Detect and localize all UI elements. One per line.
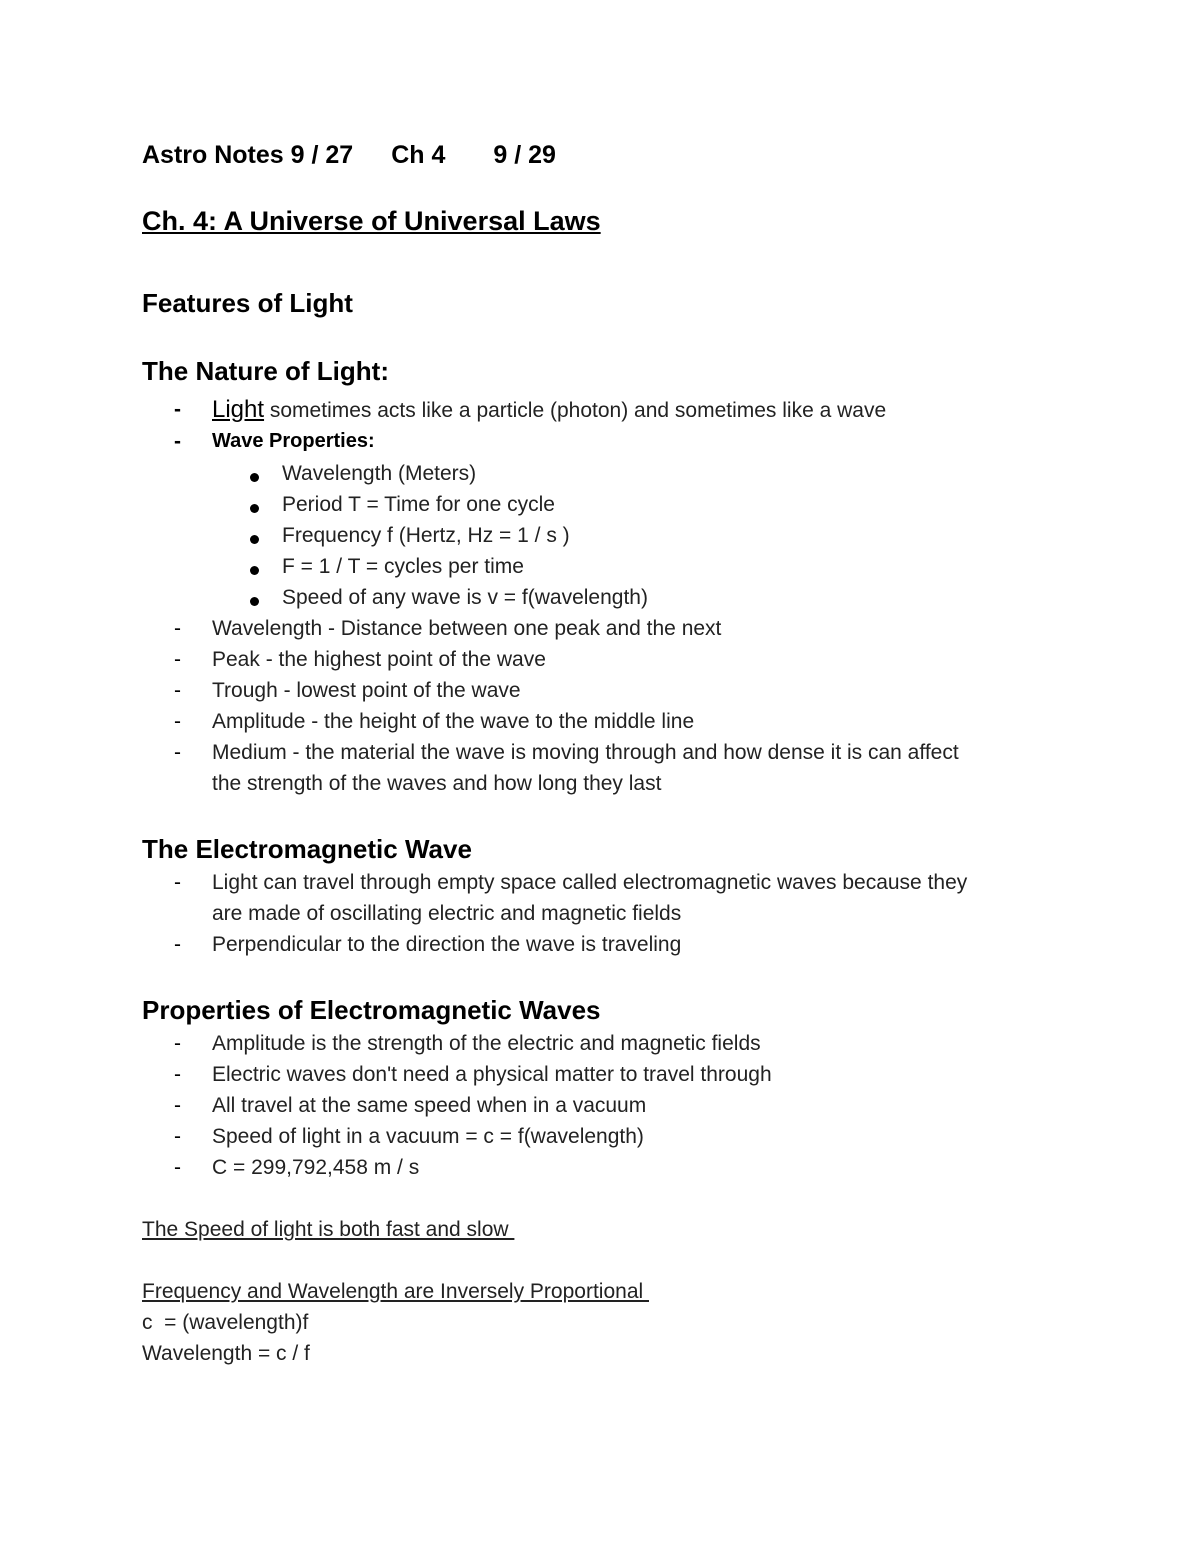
speed-note: The Speed of light is both fast and slow [142, 1218, 515, 1241]
list-item: Amplitude is the strength of the electric and magnetic fields [212, 1032, 761, 1055]
frequency-heading: Frequency and Wavelength are Inversely Proportional [142, 1280, 649, 1303]
dash-marker: - [174, 1125, 181, 1148]
list-item: Amplitude - the height of the wave to the middle line [212, 710, 695, 733]
dash-marker: - [174, 871, 181, 894]
dash-marker: - [174, 1094, 181, 1117]
wave-property-item: Wavelength (Meters) [282, 462, 477, 485]
list-item: Speed of light in a vacuum = c = f(wavelength) [212, 1125, 644, 1148]
bullet-dot [250, 566, 259, 575]
light-description: sometimes acts like a particle (photon) and sometimes like a wave [264, 399, 887, 422]
bullet-dot [250, 535, 259, 544]
dash-marker: - [174, 1156, 181, 1179]
list-item-continuation: are made of oscillating electric and magnetic fields [212, 902, 682, 925]
list-item: Perpendicular to the direction the wave is traveling [212, 933, 682, 956]
dash-marker: - [174, 741, 181, 764]
list-item: Trough - lowest point of the wave [212, 679, 521, 702]
section-heading-nature: The Nature of Light: [142, 356, 389, 386]
list-item: All travel at the same speed when in a vacuum [212, 1094, 647, 1117]
list-item: C = 299,792,458 m / s [212, 1156, 420, 1179]
section-heading-em-wave: The Electromagnetic Wave [142, 834, 472, 864]
wave-property-item: Speed of any wave is v = f(wavelength) [282, 586, 648, 609]
equation-wavelength: Wavelength = c / f [142, 1342, 310, 1365]
wave-properties-label: Wave Properties: [212, 430, 375, 452]
section-heading-em-properties: Properties of Electromagnetic Waves [142, 995, 601, 1025]
dash-marker: - [174, 933, 181, 956]
wave-property-item: Frequency f (Hertz, Hz = 1 / s ) [282, 524, 570, 547]
dash-marker: - [174, 430, 181, 453]
bullet-dot [250, 473, 259, 482]
list-item: Wavelength - Distance between one peak and the next [212, 617, 722, 640]
dash-marker: - [174, 1063, 181, 1086]
header-line [142, 141, 556, 170]
page-title: Ch. 4: A Universe of Universal Laws [142, 206, 601, 236]
dash-marker: - [174, 398, 181, 421]
section-heading-features: Features of Light [142, 288, 353, 318]
dash-marker: - [174, 648, 181, 671]
dash-marker: - [174, 679, 181, 702]
wave-property-item: F = 1 / T = cycles per time [282, 555, 524, 578]
list-item: Peak - the highest point of the wave [212, 648, 546, 671]
dash-marker: - [174, 617, 181, 640]
header-chapter: Ch 4 [391, 141, 446, 169]
light-term: Light [212, 396, 265, 423]
header-date: 9 / 29 [493, 141, 556, 169]
list-item: Medium - the material the wave is moving through and how dense it is can affect [212, 741, 959, 764]
equation-c: c = (wavelength)f [142, 1311, 309, 1334]
wave-property-item: Period T = Time for one cycle [282, 493, 555, 516]
bullet-dot [250, 504, 259, 513]
header-course: Astro Notes 9 / 27 [142, 141, 354, 169]
bullet-dot [250, 597, 259, 606]
dash-marker: - [174, 710, 181, 733]
light-line [212, 396, 886, 424]
list-item: Light can travel through empty space called electromagnetic waves because they [212, 871, 968, 894]
list-item: Electric waves don't need a physical matter to travel through [212, 1063, 772, 1086]
dash-marker: - [174, 1032, 181, 1055]
list-item-continuation: the strength of the waves and how long they last [212, 772, 662, 795]
